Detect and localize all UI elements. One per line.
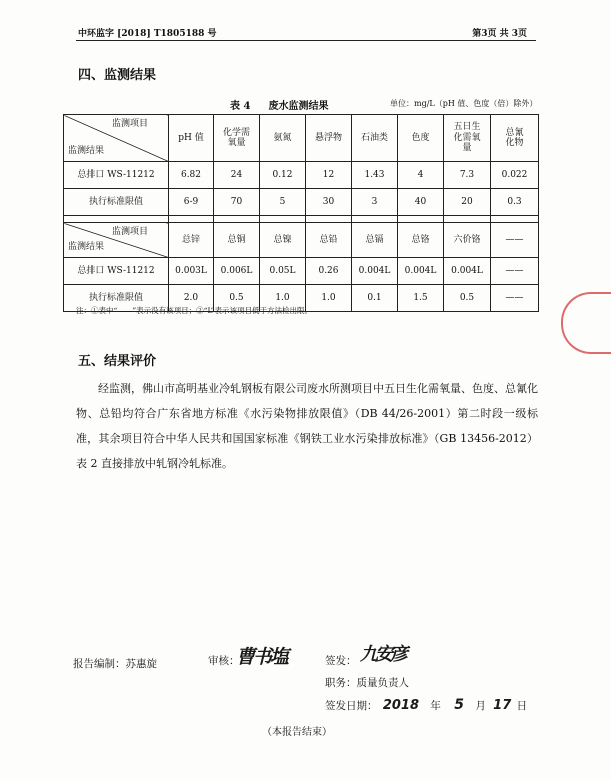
date-year: 2018 (382, 698, 420, 713)
table-cell: 3 (352, 189, 398, 216)
column-header: 总铬 (398, 223, 444, 258)
column-header: 总铜 (214, 223, 260, 258)
section-title-evaluation: 五、结果评价 (78, 354, 157, 369)
table-row (64, 189, 539, 216)
unit-note: 单位：mg/L（pH 值、色度（倍）除外） (390, 99, 538, 108)
reviewed-by (208, 653, 240, 668)
table-cell: 7.3 (444, 162, 491, 189)
column-header: 总锌 (169, 223, 214, 258)
table-number: 表 4 (230, 101, 251, 112)
table-cell: 70 (214, 189, 260, 216)
table-cell: 30 (306, 189, 352, 216)
table-header-row (64, 223, 539, 258)
table-cell: 4 (398, 162, 444, 189)
reviewer-signature: 曹书塩 (236, 646, 288, 668)
review-label: 审核： (208, 655, 240, 667)
table-cell: —— (491, 285, 539, 312)
table-cell: 12 (306, 162, 352, 189)
table-cell: 0.006L (214, 258, 260, 285)
table-cell: 1.43 (352, 162, 398, 189)
table-cell: 1.0 (260, 285, 306, 312)
table-cell: 0.022 (491, 162, 539, 189)
corner-cell (64, 115, 169, 162)
prepared-label: 报告编制： (73, 658, 126, 670)
corner-item-label: 监测项目 (111, 227, 148, 237)
report-end: （本报告结束） (262, 727, 332, 738)
column-header: 总镉 (352, 223, 398, 258)
table-cell: 24 (214, 162, 260, 189)
issue-label: 签发： (325, 655, 357, 667)
date-year-unit: 年 (430, 700, 441, 712)
issue-date (325, 697, 527, 713)
column-header: —— (491, 223, 539, 258)
issuer-signature: 九安彦 (360, 644, 405, 665)
table-caption (230, 97, 328, 112)
table-cell: 2.0 (169, 285, 214, 312)
column-header: 总氰化物 (491, 115, 539, 162)
corner-item-label: 监测项目 (111, 119, 148, 129)
date-month-unit: 月 (475, 700, 486, 712)
prepared-by (73, 656, 157, 671)
date-month: 5 (454, 697, 464, 713)
corner-cell (64, 223, 169, 258)
date-day: 17 (493, 698, 512, 713)
issued-by (325, 653, 357, 668)
row-label: 执行标准限值 (64, 189, 169, 216)
row-label: 总排口 WS-11212 (64, 258, 169, 285)
table-cell: —— (491, 258, 539, 285)
column-header: 悬浮物 (306, 115, 352, 162)
table-cell: 0.004L (444, 258, 491, 285)
table-header-row (64, 115, 539, 162)
column-header: 总铅 (306, 223, 352, 258)
table-cell: 0.5 (444, 285, 491, 312)
date-day-unit: 日 (516, 700, 528, 712)
column-header: pH 值 (169, 115, 214, 162)
column-header: 五日生化需氧量 (444, 115, 491, 162)
table-cell: 5 (260, 189, 306, 216)
table-cell: 0.004L (398, 258, 444, 285)
table-cell: 0.05L (260, 258, 306, 285)
column-header: 色度 (398, 115, 444, 162)
table-cell: 0.5 (214, 285, 260, 312)
issuer-position: 职务：质量负责人 (325, 677, 409, 689)
seal-stamp (561, 292, 611, 354)
table-cell: 1.5 (398, 285, 444, 312)
table-cell: 0.12 (260, 162, 306, 189)
column-header: 氨氮 (260, 115, 306, 162)
table-row (64, 162, 539, 189)
column-header: 六价铬 (444, 223, 491, 258)
prepared-name: 苏惠旋 (125, 658, 157, 670)
date-label: 签发日期： (325, 700, 378, 712)
header-divider (76, 40, 536, 41)
section-title-results: 四、监测结果 (78, 68, 157, 83)
column-header: 化学需氧量 (214, 115, 260, 162)
table-title: 废水监测结果 (268, 101, 329, 112)
corner-result-label: 监测结果 (68, 145, 105, 156)
evaluation-paragraph: 经监测，佛山市高明基业冷轧钢板有限公司废水所测项目中五日生化需氧量、色度、总氰化物、总铅均符合广东省地方标准《水污染物排放限值》（DB 44/26-2001）第二时段一级标准，其余项目符合中华人民共和国国家标准《钢铁工业水污染排放标准》（GB 13456-2012）表 2 直接排放中轧钢冷轧标准。 (76, 382, 538, 470)
table-cell: 6-9 (169, 189, 214, 216)
table-cell: 1.0 (306, 285, 352, 312)
table-cell: 0.004L (352, 258, 398, 285)
corner-result-label: 监测结果 (68, 241, 105, 252)
column-header: 总镍 (260, 223, 306, 258)
table-cell: 0.26 (306, 258, 352, 285)
table-cell: 20 (444, 189, 491, 216)
table-footnote: 注：①表中“——”表示没有该项目；②“L”表示该项目低于方法检出限。 (76, 306, 313, 315)
table-cell: 40 (398, 189, 444, 216)
page-indicator: 第3页 共 3页 (472, 29, 527, 39)
report-number: 中环监字 [2018] T1805188 号 (78, 29, 217, 39)
table-cell: 0.003L (169, 258, 214, 285)
row-label: 执行标准限值 (64, 285, 169, 312)
wastewater-results-table (63, 114, 539, 312)
table-cell: 0.3 (491, 189, 539, 216)
row-label: 总排口 WS-11212 (64, 162, 169, 189)
table-cell: 6.82 (169, 162, 214, 189)
table-cell: 0.1 (352, 285, 398, 312)
table-spacer (64, 216, 539, 223)
column-header: 石油类 (352, 115, 398, 162)
table-row (64, 258, 539, 285)
